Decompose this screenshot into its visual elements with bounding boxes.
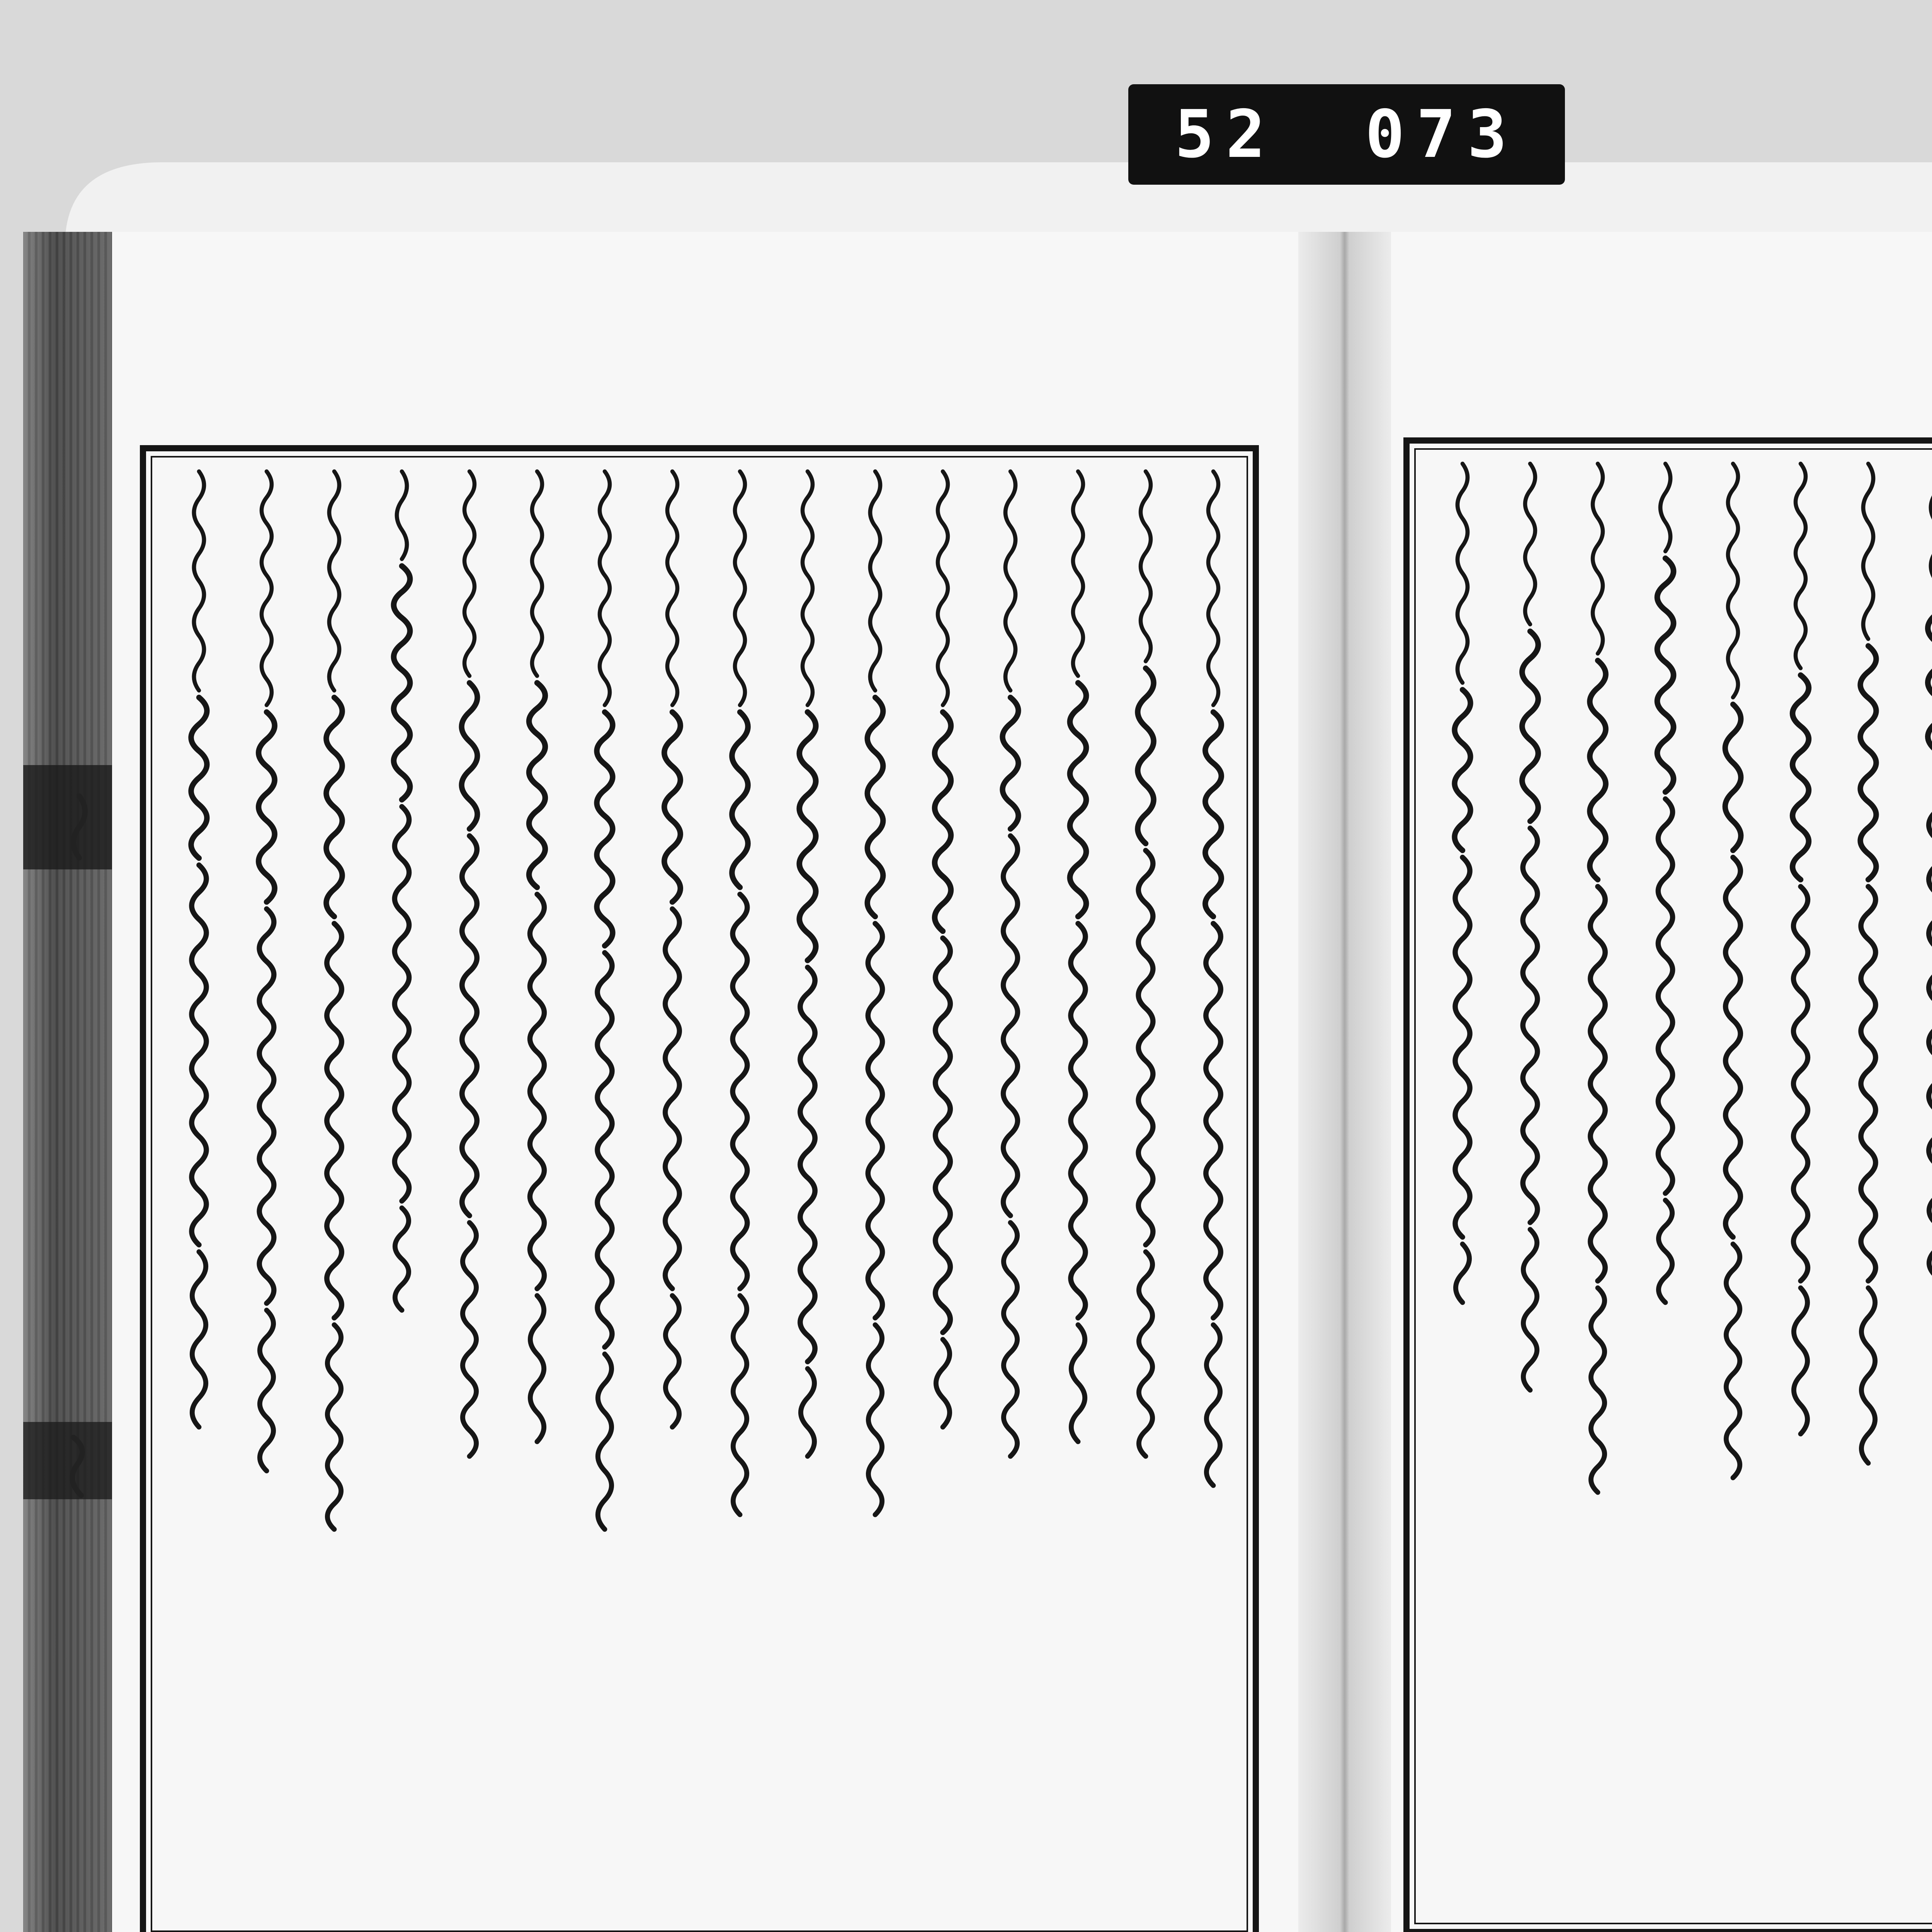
gutter-shadow bbox=[1298, 232, 1391, 1932]
left-page-edges bbox=[23, 232, 112, 1932]
frame-number-label bbox=[1128, 84, 1565, 185]
right-page bbox=[1352, 232, 1932, 1932]
reel-number: 52 bbox=[1175, 96, 1277, 173]
frame-number: 073 bbox=[1365, 96, 1519, 173]
